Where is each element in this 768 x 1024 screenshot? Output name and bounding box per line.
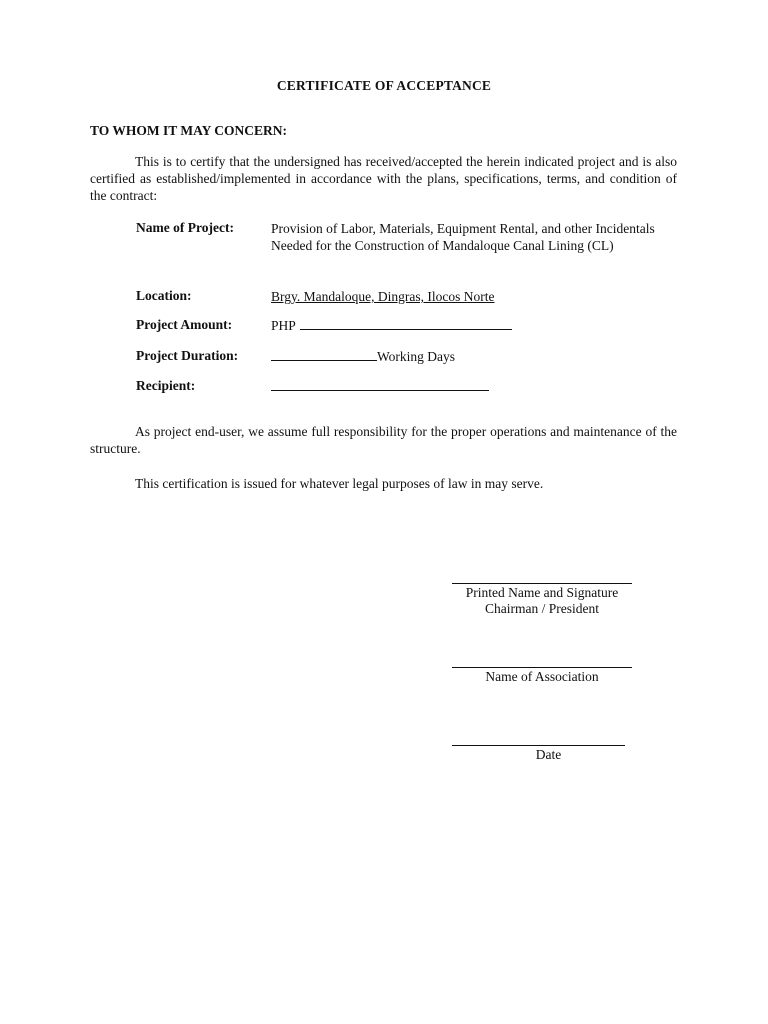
signature-block-association bbox=[452, 667, 632, 685]
date-caption: Date bbox=[535, 747, 562, 762]
signature-role: Chairman / President bbox=[485, 601, 599, 616]
intro-paragraph-text: This is to certify that the undersigned has received/accepted the herein indicated project and is also certified as established/implemented in accordance with the plans, specifications, terms, and condition of the contract: bbox=[90, 154, 677, 203]
duration-suffix: Working Days bbox=[377, 349, 456, 364]
recipient-label: Recipient: bbox=[136, 378, 196, 393]
intro-paragraph bbox=[90, 153, 677, 204]
certification-paragraph-text: This certification is issued for whatever legal purposes of law in may serve. bbox=[135, 476, 544, 491]
certification-paragraph bbox=[90, 475, 677, 492]
project-amount-value bbox=[271, 317, 512, 334]
signature-line bbox=[452, 583, 632, 584]
recipient-value bbox=[271, 378, 489, 395]
location-value: Brgy. Mandaloque, Dingras, Ilocos Norte bbox=[271, 289, 495, 304]
document-title: CERTIFICATE OF ACCEPTANCE bbox=[276, 78, 492, 93]
project-duration-value bbox=[271, 348, 455, 365]
responsibility-paragraph-text: As project end-user, we assume full responsibility for the proper operations and maintenance of the structure. bbox=[90, 424, 677, 456]
responsibility-paragraph bbox=[90, 423, 677, 457]
project-name-value: Provision of Labor, Materials, Equipment Rental, and other Incidentals Needed for the Construction of Mandaloque Canal Lining (CL) bbox=[271, 221, 655, 253]
duration-blank-line bbox=[271, 348, 377, 361]
amount-blank-line bbox=[300, 317, 512, 330]
signature-caption: Printed Name and Signature bbox=[465, 585, 619, 600]
location-label: Location: bbox=[136, 288, 192, 303]
date-line bbox=[452, 745, 625, 746]
project-duration-label: Project Duration: bbox=[136, 348, 239, 363]
recipient-blank-line bbox=[271, 378, 489, 391]
project-name-label: Name of Project: bbox=[136, 220, 234, 235]
signature-block-chairman bbox=[452, 583, 632, 617]
salutation: TO WHOM IT MAY CONCERN: bbox=[90, 123, 288, 138]
association-caption: Name of Association bbox=[485, 669, 599, 684]
amount-prefix: PHP bbox=[271, 318, 296, 333]
signature-block-date bbox=[452, 745, 625, 763]
project-amount-label: Project Amount: bbox=[136, 317, 233, 332]
association-line bbox=[452, 667, 632, 668]
